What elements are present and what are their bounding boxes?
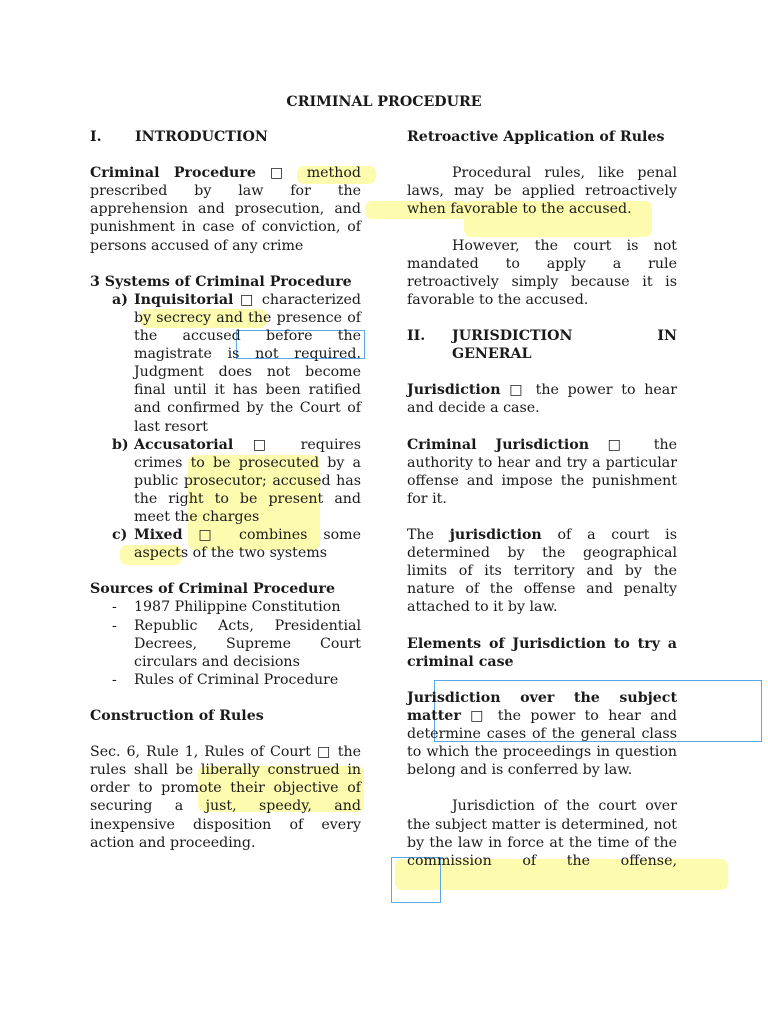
definition-paragraph: Jurisdiction over the subject matter □ the power to hear and determine cases of the general class to which the proceedings in question belong and is conferred by law. xyxy=(407,689,677,779)
term: Criminal Procedure xyxy=(90,165,256,182)
body-paragraph: Jurisdiction of the court over the subject matter is determined, not by the law in force at the time of the commission of the offense, xyxy=(407,798,677,869)
body-paragraph: Procedural rules, like penal laws, may be applied retroactively when favorable to the accused. xyxy=(407,165,677,218)
subheading: Sources of Criminal Procedure xyxy=(90,581,335,598)
definition-paragraph: Criminal Procedure □ method prescribed by law for the apprehension and prosecution, and punishment in case of conviction, of persons accused of any crime xyxy=(90,165,362,254)
section-heading: I. INTRODUCTION xyxy=(90,129,268,145)
sources-list xyxy=(90,598,361,688)
body-paragraph: The jurisdiction of a court is determined by the geographical limits of its territory and by the nature of the offense and penalty attached to it by law. xyxy=(407,527,677,616)
left-column xyxy=(90,128,361,852)
subheading: Elements of Jurisdiction to try a criminal case xyxy=(407,635,677,670)
term: Jurisdiction over the subject matter xyxy=(407,689,677,724)
list-item: c) Mixed □ combines some aspects of the two systems xyxy=(112,527,361,562)
section-heading: II. JURISDICTION IN GENERAL xyxy=(407,328,677,363)
subheading: Retroactive Application of Rules xyxy=(407,129,665,145)
list-item: b) Accusatorial □ requires crimes to be prosecuted by a public prosecutor; accused has the right to be present and meet the charges xyxy=(112,436,361,525)
term: Criminal Jurisdiction xyxy=(407,436,590,453)
subheading: Construction of Rules xyxy=(90,708,264,724)
list-item: - Rules of Criminal Procedure xyxy=(112,671,339,688)
list-item: - Republic Acts, Presidential Decrees, Supreme Court circulars and decisions xyxy=(112,617,361,670)
systems-list xyxy=(90,291,361,562)
definition-paragraph: Criminal Jurisdiction □ the authority to hear and try a particular offense and impose the punishment for it. xyxy=(407,436,677,507)
list-item: a) Inquisitorial □ characterized by secrecy and the presence of the accused before the magistrate is not required. Judgment does not become final until it has been ratified and confirmed by the Court of last resort xyxy=(112,291,361,435)
document-title: CRIMINAL PROCEDURE xyxy=(286,94,482,110)
definition-paragraph: Jurisdiction □ the power to hear and decide a case. xyxy=(407,382,677,417)
subheading: 3 Systems of Criminal Procedure xyxy=(90,273,352,290)
list-item: - 1987 Philippine Constitution xyxy=(112,599,341,616)
body-paragraph: However, the court is not mandated to apply a rule retroactively simply because it is favorable to the accused. xyxy=(407,237,677,308)
term: Jurisdiction xyxy=(407,382,501,399)
body-paragraph: Sec. 6, Rule 1, Rules of Court □ the rules shall be liberally construed in order to promote their objective of securing a just, speedy, and inexpensive disposition of every action and proceeding. xyxy=(90,744,361,851)
right-column xyxy=(407,128,677,870)
